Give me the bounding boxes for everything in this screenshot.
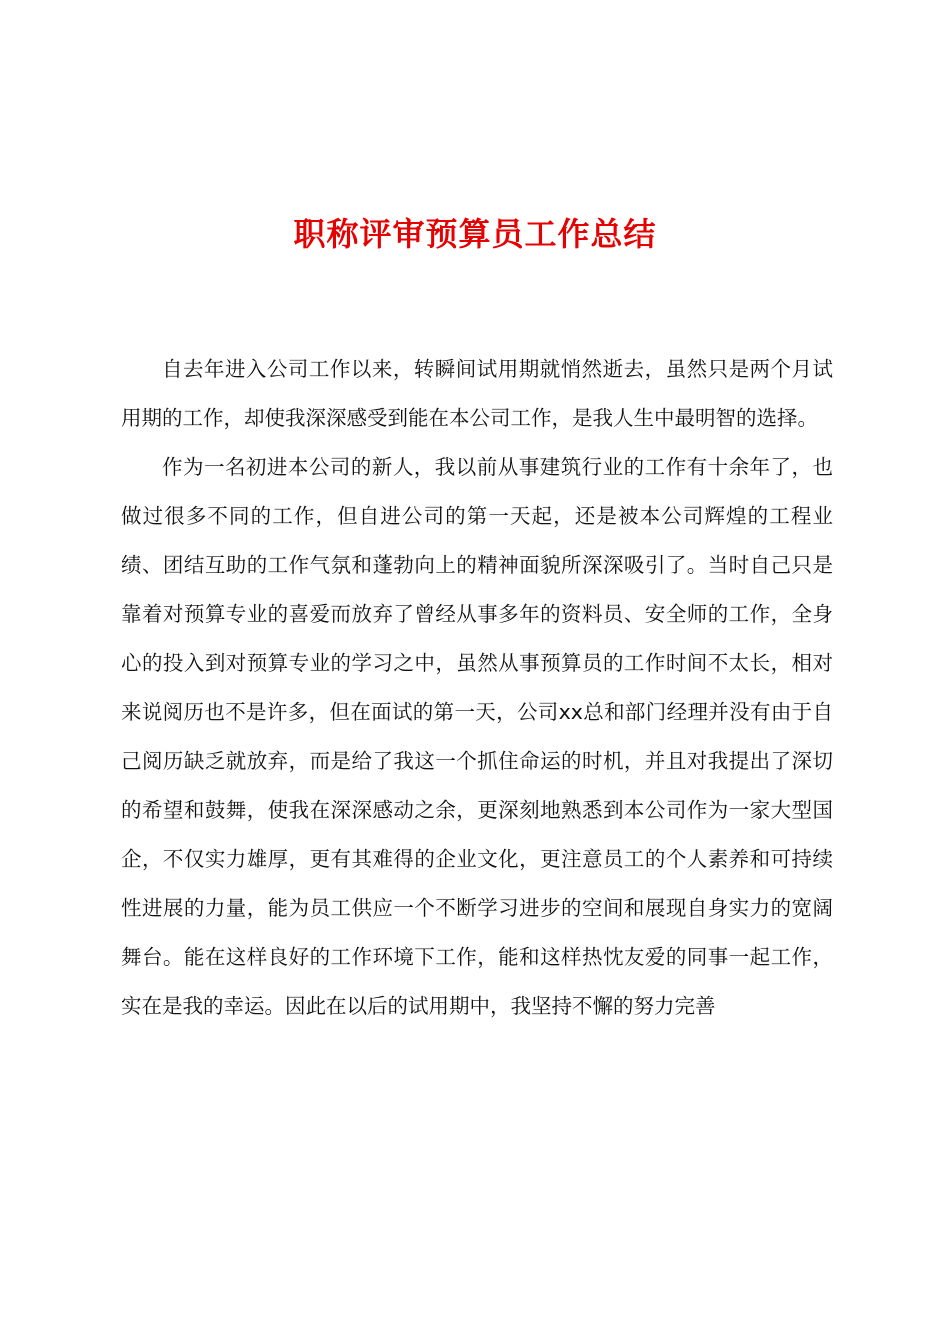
paragraph-2: 作为一名初进本公司的新人，我以前从事建筑行业的工作有十余年了，也做过很多不同的工作，但自进公司的第一天起，还是被本公司辉煌的工程业绩、团结互助的工作气氛和蓬勃向上的精神面貌所深深吸引了。当时自己只是靠着对预算专业的喜爱而放弃了曾经从事多年的资料员、安全师的工作，全身心的投入到对预算专业的学习之中，虽然从事预算员的工作时间不太长，相对来说阅历也不是许多，但在面试的第一天，公司xx总和部门经理并没有由于自己阅历缺乏就放弃，而是给了我这一个抓住命运的时机，并且对我提出了深切的希望和鼓舞，使我在深深感动之余，更深刻地熟悉到本公司作为一家大型国企，不仅实力雄厚，更有其难得的企业文化，更注意员工的个人素养和可持续性进展的力量，能为员工供应一个不断学习进步的空间和展现自身实力的宽阔舞台。能在这样良好的工作环境下工作，能和这样热忱友爱的同事一起工作，实在是我的幸运。因此在以后的试用期中，我坚持不懈的努力完善 — [121, 455, 833, 1018]
paragraph-1: 自去年进入公司工作以来，转瞬间试用期就悄然逝去，虽然只是两个月试用期的工作，却使我深深感受到能在本公司工作，是我人生中最明智的选择。 — [121, 357, 833, 430]
document-body — [121, 345, 833, 1031]
document-title: 职称评审预算员工作总结 — [293, 215, 657, 253]
